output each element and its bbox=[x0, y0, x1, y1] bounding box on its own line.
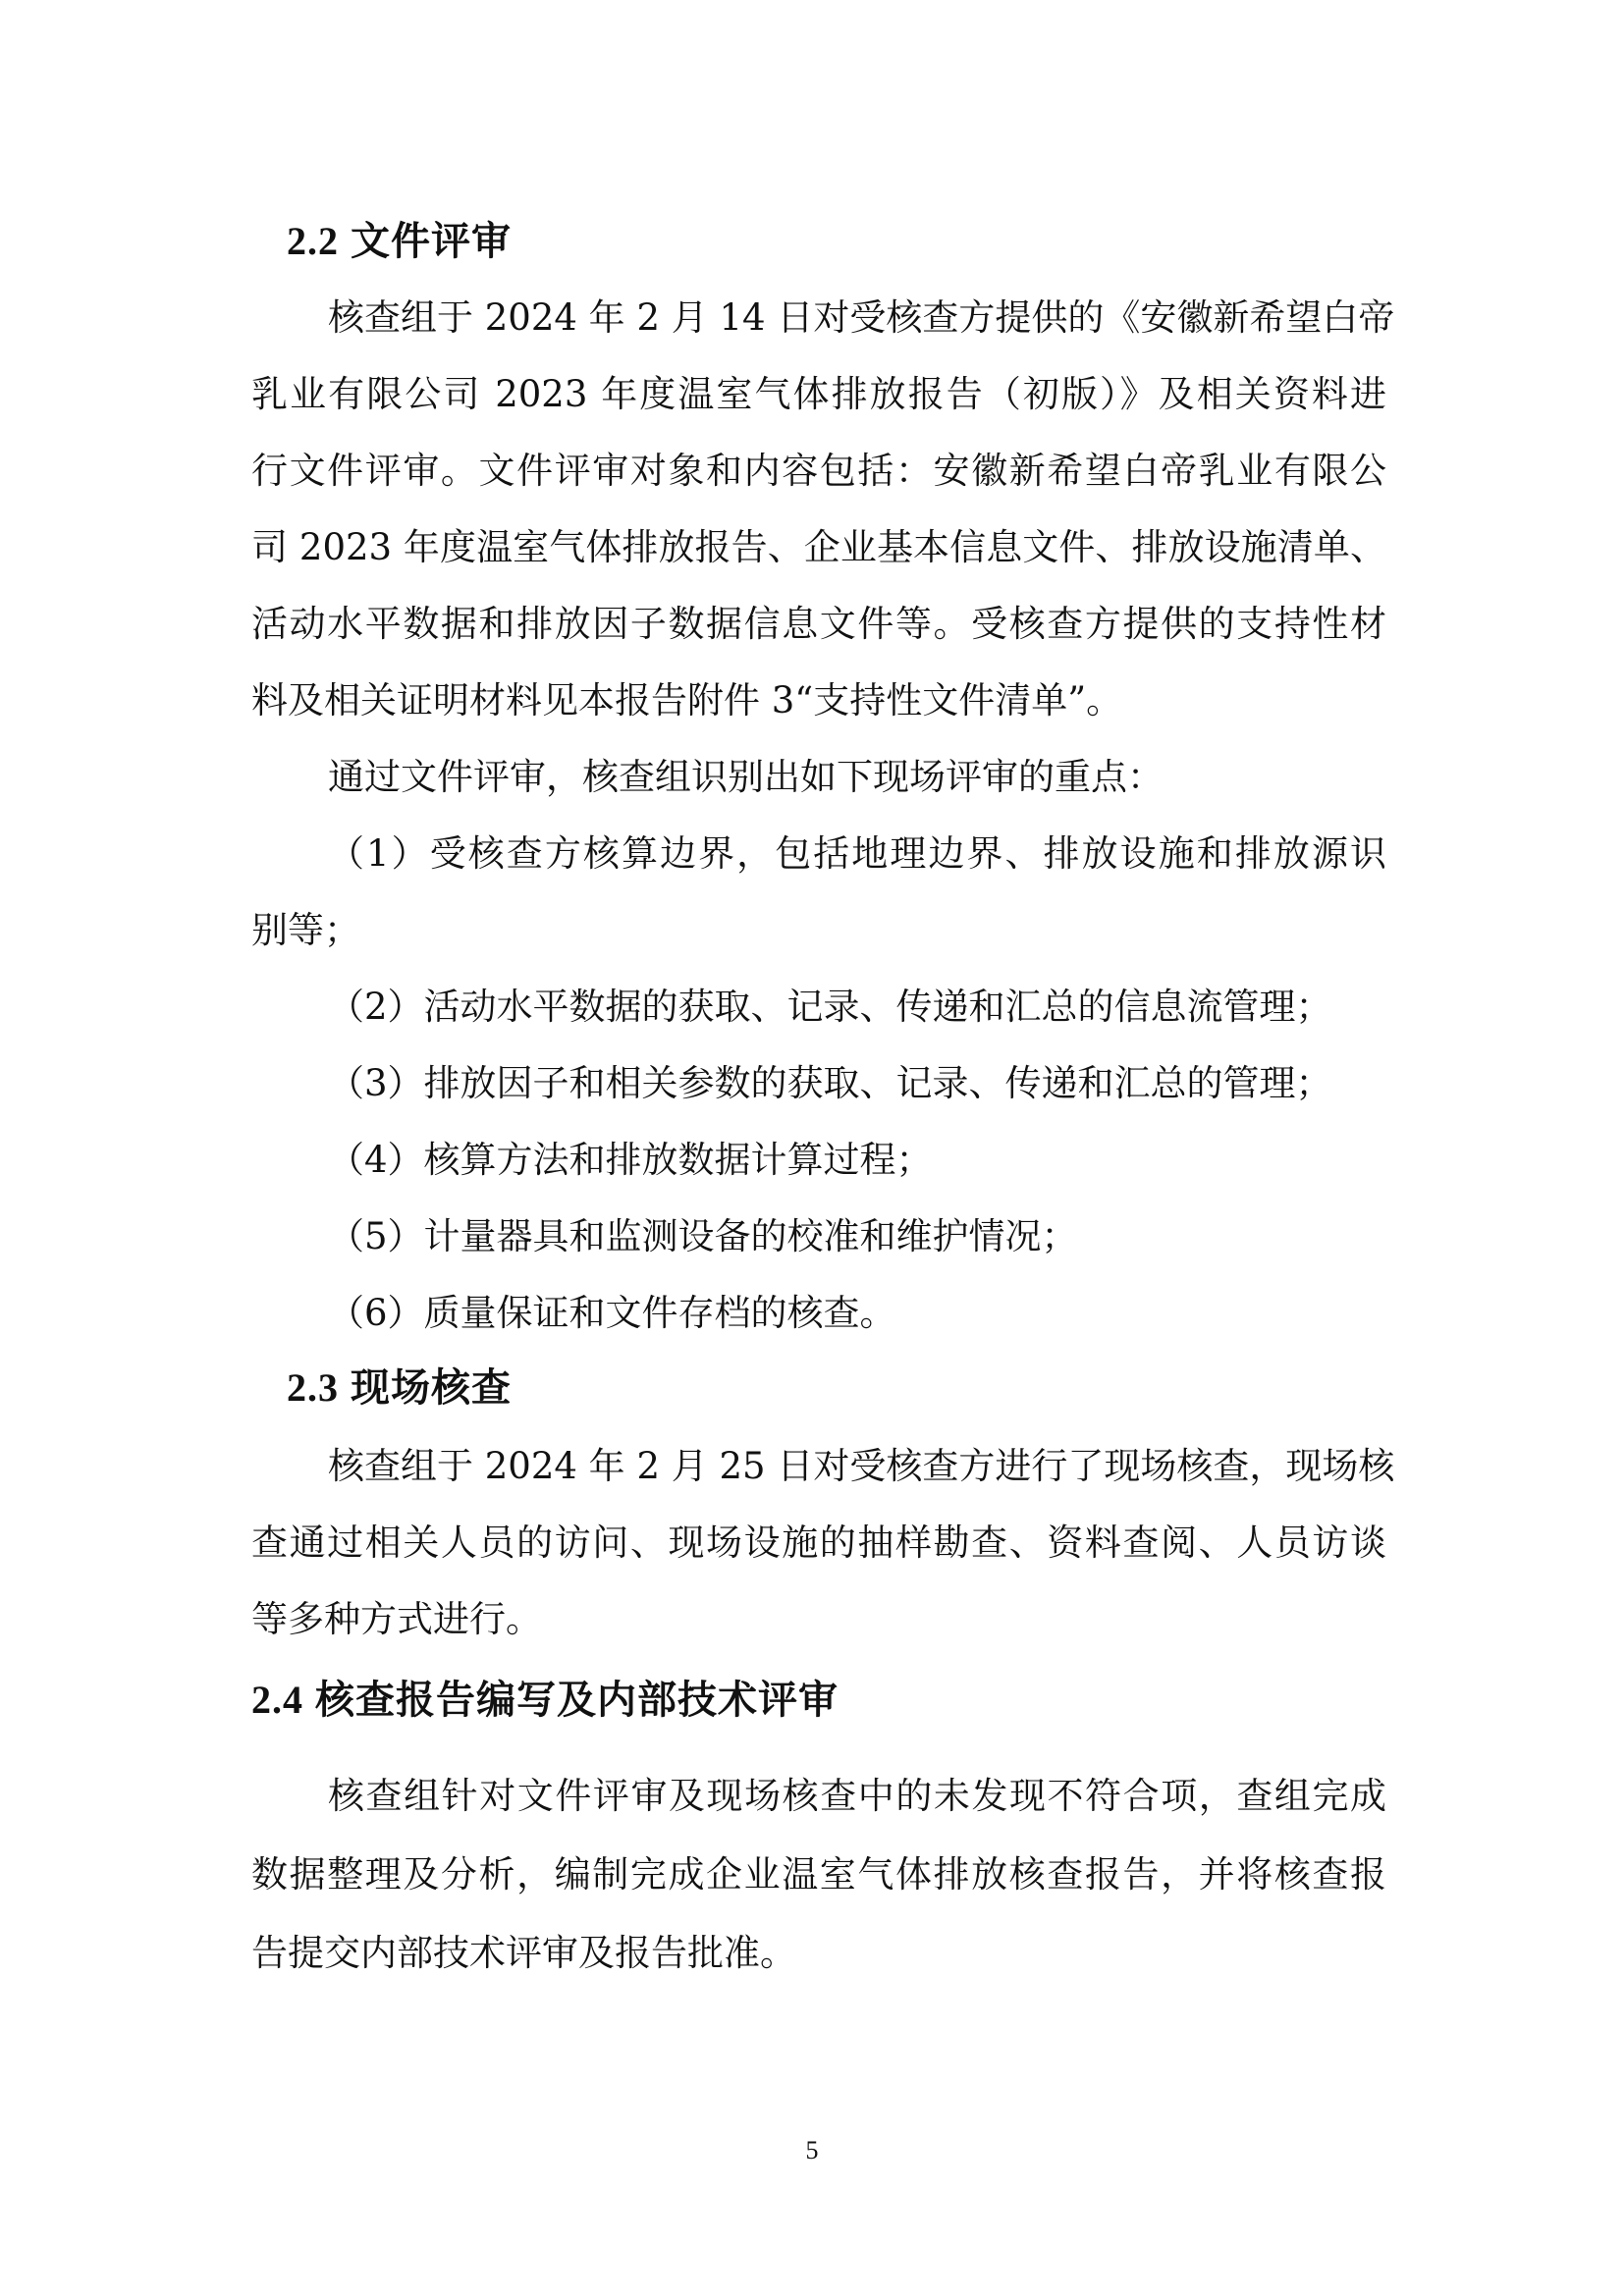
list-item-1-continued: 别等； bbox=[251, 909, 360, 951]
heading-number: 2.3 bbox=[287, 1365, 339, 1410]
paragraph-line: 数据整理及分析，编制完成企业温室气体排放核查报告，并将核查报 bbox=[251, 1853, 1386, 1896]
paragraph-line: 查通过相关人员的访问、现场设施的抽样勘查、资料查阅、人员访谈 bbox=[251, 1522, 1386, 1564]
paragraph-line: 核查组于 2024 年 2 月 14 日对受核查方提供的《安徽新希望白帝 bbox=[328, 296, 1395, 339]
heading-2-2 bbox=[287, 218, 512, 265]
paragraph-line: 司 2023 年度温室气体排放报告、企业基本信息文件、排放设施清单、 bbox=[251, 526, 1386, 568]
paragraph-line: 通过文件评审，核查组识别出如下现场评审的重点： bbox=[328, 756, 1164, 798]
paragraph-line: 料及相关证明材料见本报告附件 3“支持性文件清单”。 bbox=[251, 679, 1123, 721]
paragraph-line: 活动水平数据和排放因子数据信息文件等。受核查方提供的支持性材 bbox=[251, 603, 1386, 645]
list-item-3: （3）排放因子和相关参数的获取、记录、传递和汇总的管理； bbox=[328, 1062, 1332, 1104]
heading-title: 现场核查 bbox=[351, 1365, 512, 1411]
paragraph-line: 等多种方式进行。 bbox=[251, 1598, 542, 1640]
list-item-2: （2）活动水平数据的获取、记录、传递和汇总的信息流管理； bbox=[328, 986, 1332, 1028]
list-item-4: （4）核算方法和排放数据计算过程； bbox=[328, 1139, 933, 1181]
page-number: 5 bbox=[805, 2136, 819, 2164]
heading-2-4 bbox=[251, 1677, 839, 1724]
list-item-1: （1）受核查方核算边界，包括地理边界、排放设施和排放源识 bbox=[328, 832, 1386, 875]
heading-title: 核查报告编写及内部技术评审 bbox=[315, 1678, 839, 1723]
paragraph-line: 乳业有限公司 2023 年度温室气体排放报告（初版）》及相关资料进 bbox=[251, 373, 1386, 415]
heading-title: 文件评审 bbox=[351, 219, 512, 264]
paragraph-line: 告提交内部技术评审及报告批准。 bbox=[251, 1932, 796, 1974]
paragraph-line: 行文件评审。文件评审对象和内容包括：安徽新希望白帝乳业有限公 bbox=[251, 450, 1386, 492]
paragraph-line: 核查组于 2024 年 2 月 25 日对受核查方进行了现场核查，现场核 bbox=[328, 1445, 1395, 1487]
list-item-6: （6）质量保证和文件存档的核查。 bbox=[328, 1292, 896, 1334]
paragraph-line: 核查组针对文件评审及现场核查中的未发现不符合项，查组完成 bbox=[328, 1775, 1386, 1817]
list-item-5: （5）计量器具和监测设备的校准和维护情况； bbox=[328, 1215, 1078, 1257]
heading-2-3 bbox=[287, 1364, 512, 1412]
heading-number: 2.4 bbox=[251, 1678, 303, 1722]
heading-number: 2.2 bbox=[287, 219, 339, 263]
